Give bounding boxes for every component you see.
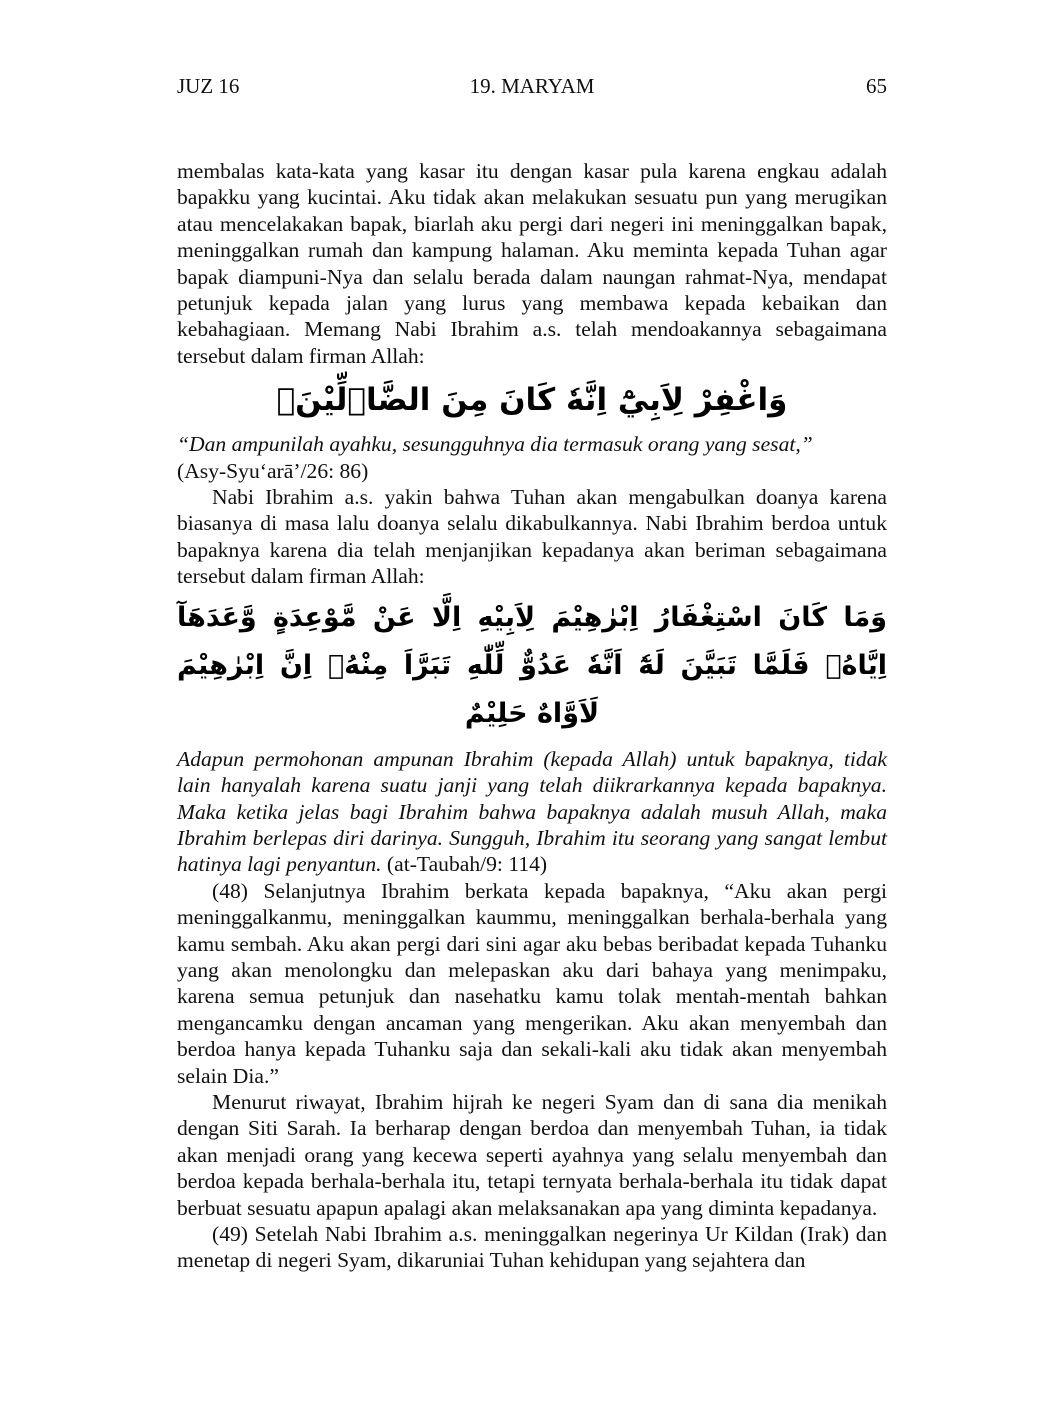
paragraph-5: (49) Setelah Nabi Ibrahim a.s. meninggalkan negerinya Ur Kildan (Irak) dan menetap di negeri Syam, dikaruniai Tuhan kehidupan yang sejahtera dan [177,1222,887,1273]
paragraph-3: (48) Selanjutnya Ibrahim berkata kepada bapaknya, “Aku akan pergi meninggalkanmu, meninggalkan kaummu, meninggalkan berhala-berhala yang kamu sembah. Aku akan pergi dari sini agar aku bebas beribadat kepada Tuhanku yang akan menolongku dan melepaskan aku dari bahaya yang menimpaku, karena semua petunjuk dan nasehatku kamu tolak mentah-mentah bahkan mengancamku dengan ancaman yang mengerikan. Aku akan menyembah dan berdoa hanya kepada Tuhanku saja dan sekali-kali aku tidak akan menyembah selain Dia.” [177,878,887,1088]
paragraph-2: Nabi Ibrahim a.s. yakin bahwa Tuhan akan mengabulkan doanya karena biasanya di masa lalu doanya selalu dikabulkannya. Nabi Ibrahim berdoa untuk bapaknya karena dia telah menjanjikan kepadanya akan beriman sebagaimana tersebut dalam firman Allah: [177,485,887,589]
running-header [177,74,887,104]
verse-2-translation-block [177,746,887,878]
page-number: 65 [866,74,887,98]
surah-title: 19. MARYAM [469,74,595,98]
page-body [177,158,887,1274]
reference-2: (at-Taubah/9: 114) [386,852,548,877]
translation-1: “Dan ampunilah ayahku, sesungguhnya dia termasuk orang yang sesat,” [177,432,813,457]
paragraph-1: membalas kata-kata yang kasar itu dengan kasar pula karena engkau adalah bapakku yang kucintai. Aku tidak akan melakukan sesuatu pun yang merugikan atau mencelakakan bapak, biarlah aku pergi dari negeri ini meninggalkan bapak, meninggalkan rumah dan kampung halaman. Aku meminta kepada Tuhan agar bapak diampuni-Nya dan selalu berada dalam naungan rahmat-Nya, mendapat petunjuk kepada jalan yang lurus yang membawa kepada kebaikan dan kebahagiaan. Memang Nabi Ibrahim a.s. telah mendoakannya sebagaimana tersebut dalam firman Allah: [177,159,887,368]
reference-1: (Asy-Syu‘arā’/26: 86) [177,458,369,483]
translation-2: Adapun permohonan ampunan Ibrahim (kepada Allah) untuk bapaknya, tidak lain hanyalah karena suatu janji yang telah diikrarkannya kepada bapaknya. Maka ketika jelas bagi Ibrahim bahwa bapaknya adalah musuh Allah, maka Ibrahim berlepas diri darinya. Sungguh, Ibrahim itu seorang yang sangat lembut hatinya lagi penyantun. [177,746,887,877]
verse-1-translation-block [177,431,887,484]
arabic-verse-2: وَمَا كَانَ اسْتِغْفَارُ اِبْرٰهِيْمَ لِاَبِيْهِ اِلَّا عَنْ مَّوْعِدَةٍ وَّعَدَهَآ اِيَّاهُۚ فَلَمَّا تَبَيَّنَ لَهٗٓ اَنَّهٗ عَدُوٌّ لِّلّٰهِ تَبَرَّاَ مِنْهُۗ اِنَّ اِبْرٰهِيْمَ لَاَوَّاهٌ حَلِيْمٌ [177,601,887,729]
arabic-verse-1: وَاغْفِرْ لِاَبِيْٓ اِنَّهٗ كَانَ مِنَ الضَّاۤلِّيْنَۙ [276,382,788,419]
paragraph-4: Menurut riwayat, Ibrahim hijrah ke negeri Syam dan di sana dia menikah dengan Siti Sarah. Ia berharap dengan berdoa dan menyembah Tuhan, ia tidak akan menjadi orang yang kecewa seperti ayahnya yang selalu menyembah dan berdoa kepada berhala-berhala itu, tetapi ternyata berhala-berhala itu tidak dapat berbuat sesuatu apapun apalagi akan melaksanakan apa yang diminta kepadanya. [177,1089,887,1220]
juz-label: JUZ 16 [177,74,240,98]
